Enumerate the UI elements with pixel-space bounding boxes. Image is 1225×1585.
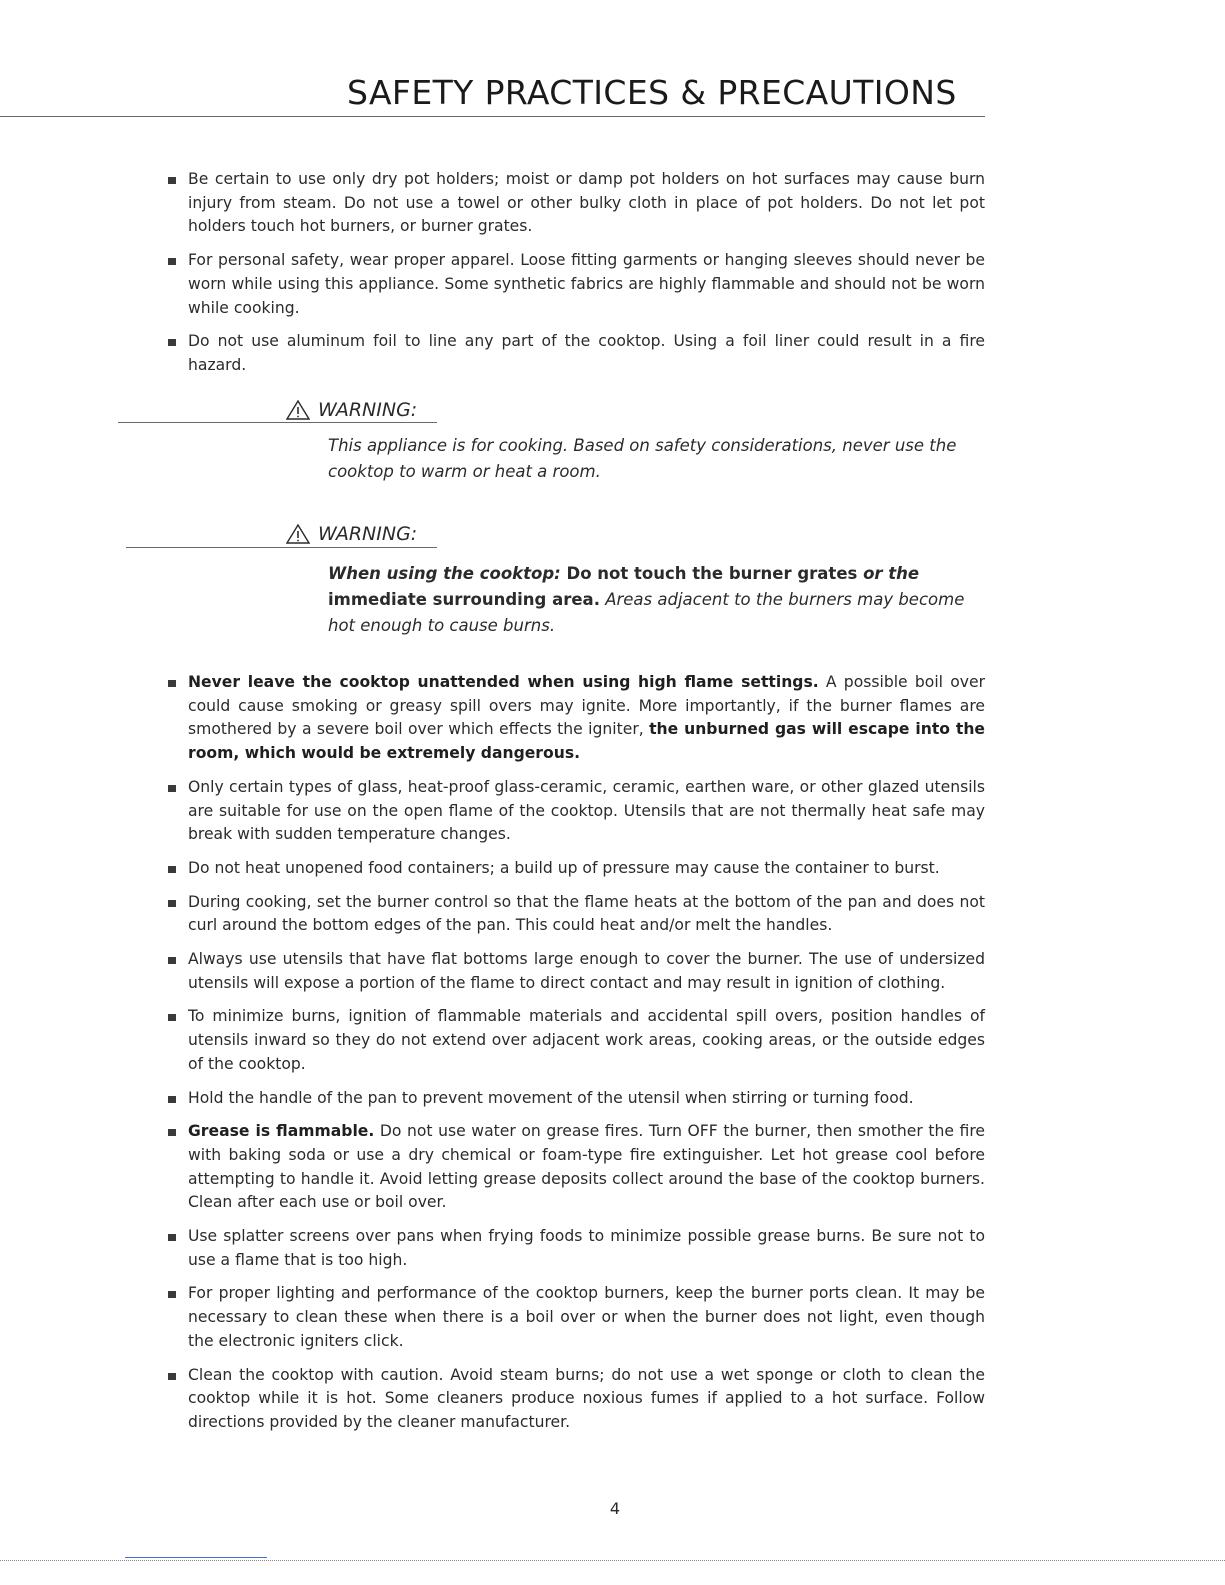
list-item: Grease is flammable. Do not use water on grease fires. Turn OFF the burner, then smother the fire with baking soda or use a dry chemical or foam-type fire extinguisher. Let hot grease cool before attempting to handle it. Avoid letting grease deposits collect around the base of the cooktop burners. Clean after each use or boil over.: [163, 1120, 985, 1215]
warning-label: WARNING:: [318, 399, 418, 421]
bullet-square-icon: [168, 900, 176, 907]
list-item: Be certain to use only dry pot holders; moist or damp pot holders on hot surfaces may cause burn injury from steam. Do not use a towel or other bulky cloth in place of pot holders. Do not let pot holders touch hot burners, or burner grates.: [163, 168, 985, 239]
bullet-square-icon: [168, 1014, 176, 1021]
bullet-square-icon: [168, 957, 176, 964]
list-item: Always use utensils that have flat bottoms large enough to cover the burner. The use of undersized utensils will expose a portion of the flame to direct contact and may result in ignition of clothing.: [163, 948, 985, 995]
bullet-square-icon: [168, 1291, 176, 1298]
list-item: Never leave the cooktop unattended when using high flame settings. A possible boil over could cause smoking or greasy spill overs may ignite. More importantly, if the burner flames are smothered by a severe boil over which effects the igniter, the unburned gas will escape into the room, which would be extremely dangerous.: [163, 671, 985, 766]
footer-link-underline: [125, 1557, 267, 1558]
bullet-list-bottom: [163, 671, 985, 1445]
warning-triangle-icon: [286, 524, 310, 544]
bullet-square-icon: [168, 1096, 176, 1103]
bullet-square-icon: [168, 785, 176, 792]
list-item: For proper lighting and performance of the cooktop burners, keep the burner ports clean. It may be necessary to clean these when there is a boil over or when the burner does not light, even though the electronic igniters click.: [163, 1282, 985, 1353]
list-item: Do not heat unopened food containers; a build up of pressure may cause the container to burst.: [163, 857, 985, 881]
list-item: Hold the handle of the pan to prevent movement of the utensil when stirring or turning food.: [163, 1087, 985, 1111]
bullet-square-icon: [168, 866, 176, 873]
bullet-square-icon: [168, 177, 176, 184]
bullet-square-icon: [168, 1373, 176, 1380]
bullet-square-icon: [168, 680, 176, 687]
list-item: For personal safety, wear proper apparel. Loose fitting garments or hanging sleeves should never be worn while using this appliance. Some synthetic fabrics are highly flammable and should not be worn while cooking.: [163, 249, 985, 320]
footer-divider: [0, 1560, 1225, 1561]
warning-text: When using the cooktop: Do not touch the burner grates or the immediate surrounding area. Areas adjacent to the burners may become hot enough to cause burns.: [328, 564, 965, 635]
list-item: Only certain types of glass, heat-proof glass-ceramic, ceramic, earthen ware, or other glazed utensils are suitable for use on the open flame of the cooktop. Utensils that are not thermally heat safe may break with sudden temperature changes.: [163, 776, 985, 847]
warning-divider: [118, 422, 437, 423]
warning-heading: [286, 399, 417, 421]
bullet-square-icon: [168, 1234, 176, 1241]
list-item: To minimize burns, ignition of flammable materials and accidental spill overs, position handles of utensils inward so they do not extend over adjacent work areas, cooking areas, or the outside edges of the cooktop.: [163, 1005, 985, 1076]
page-number: 4: [609, 1499, 621, 1518]
warning-text: This appliance is for cooking. Based on safety considerations, never use the cooktop to warm or heat a room.: [328, 436, 957, 481]
bullet-list-top: [163, 168, 985, 388]
bullet-square-icon: [168, 258, 176, 265]
bullet-square-icon: [168, 339, 176, 346]
warning-divider: [126, 547, 437, 548]
warning-triangle-icon: [286, 400, 310, 420]
list-item: Clean the cooktop with caution. Avoid steam burns; do not use a wet sponge or cloth to clean the cooktop while it is hot. Some cleaners produce noxious fumes if applied to a hot surface. Follow directions provided by the cleaner manufacturer.: [163, 1364, 985, 1435]
warning-heading: [286, 523, 417, 545]
bullet-square-icon: [168, 1129, 176, 1136]
list-item: Do not use aluminum foil to line any part of the cooktop. Using a foil liner could result in a fire hazard.: [163, 330, 985, 377]
list-item: Use splatter screens over pans when frying foods to minimize possible grease burns. Be sure not to use a flame that is too high.: [163, 1225, 985, 1272]
warning-label: WARNING:: [318, 523, 418, 545]
list-item: During cooking, set the burner control so that the flame heats at the bottom of the pan and does not curl around the bottom edges of the pan. This could heat and/or melt the handles.: [163, 891, 985, 938]
title-divider: [0, 116, 985, 117]
page-title: SAFETY PRACTICES & PRECAUTIONS: [347, 73, 957, 112]
